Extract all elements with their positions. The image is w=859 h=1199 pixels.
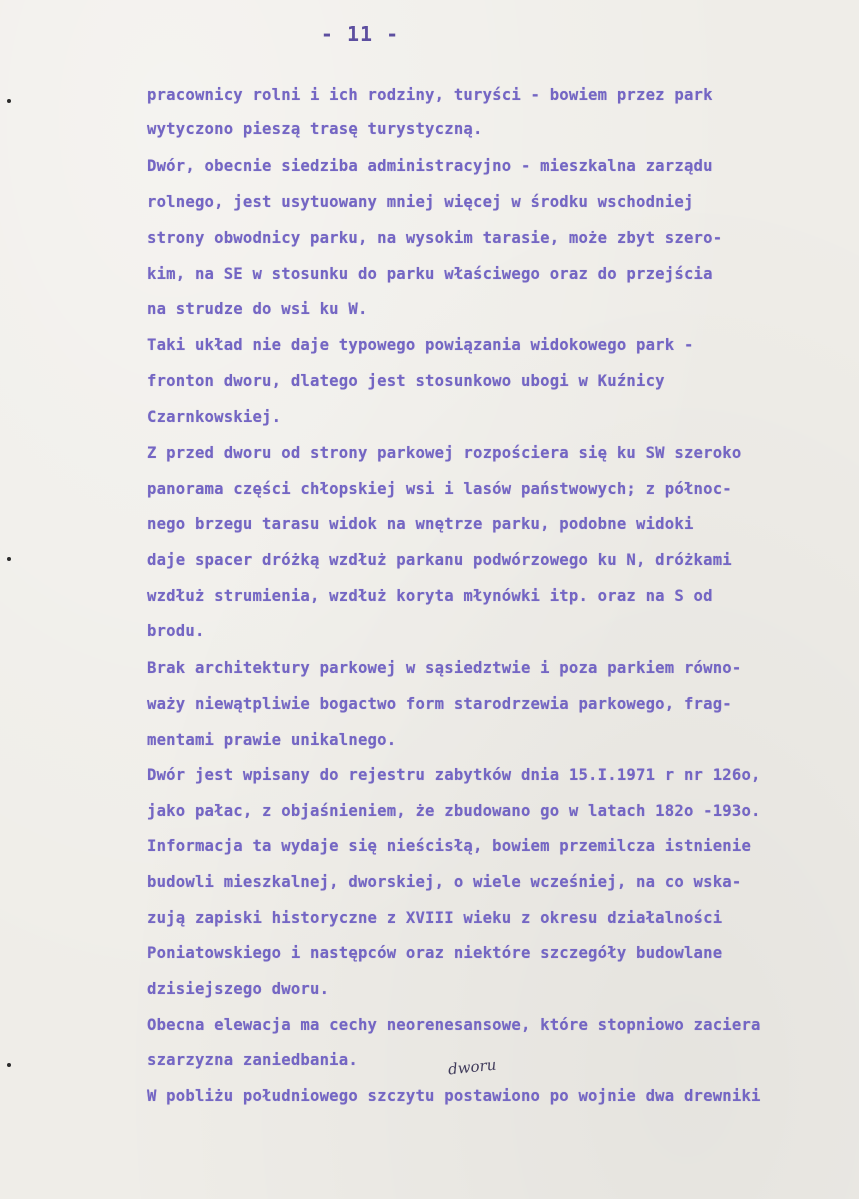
text-line: zują zapiski historyczne z XVIII wieku z okresu działalności (147, 909, 723, 927)
margin-dot (7, 99, 11, 103)
page-number: - 11 - (320, 22, 400, 46)
text-line: daje spacer dróżką wzdłuż parkanu podwórzowego ku N, dróżkami (147, 551, 732, 569)
text-line: mentami prawie unikalnego. (147, 731, 397, 749)
text-line: Dwór jest wpisany do rejestru zabytków dnia 15.I.1971 r nr 126o, (147, 766, 761, 784)
text-line: Informacja ta wydaje się nieścisłą, bowiem przemilcza istnienie (147, 837, 752, 855)
text-line: strony obwodnicy parku, na wysokim tarasie, może zbyt szero- (147, 229, 723, 247)
text-line: Brak architektury parkowej w sąsiedztwie i poza parkiem równo- (147, 659, 742, 677)
text-line: waży niewątpliwie bogactwo form starodrzewia parkowego, frag- (147, 695, 732, 713)
text-line: Poniatowskiego i następców oraz niektóre szczegóły budowlane (147, 944, 723, 962)
text-line: nego brzegu tarasu widok na wnętrze parku, podobne widoki (147, 515, 694, 533)
text-line: Dwór, obecnie siedziba administracyjno - mieszkalna zarządu (147, 157, 713, 175)
text-line: wzdłuż strumienia, wzdłuż koryta młynówki itp. oraz na S od (147, 587, 713, 605)
margin-dot (7, 1063, 11, 1067)
text-line: pracownicy rolni i ich rodziny, turyści - bowiem przez park (147, 86, 713, 104)
text-line: na strudze do wsi ku W. (147, 300, 368, 318)
text-line: wytyczono pieszą trasę turystyczną. (147, 120, 483, 138)
text-line: brodu. (147, 622, 205, 640)
text-line: jako pałac, z objaśnieniem, że zbudowano go w latach 182o -193o. (147, 802, 761, 820)
text-line: fronton dworu, dlatego jest stosunkowo ubogi w Kuźnicy (147, 372, 665, 390)
text-line: Z przed dworu od strony parkowej rozpościera się ku SW szeroko (147, 444, 742, 462)
text-line: W pobliżu południowego szczytu postawiono po wojnie dwa drewniki (147, 1087, 761, 1105)
text-line: szarzyzna zaniedbania. (147, 1051, 358, 1069)
text-line: Taki układ nie daje typowego powiązania widokowego park - (147, 336, 694, 354)
text-line: panorama części chłopskiej wsi i lasów państwowych; z północ- (147, 480, 732, 498)
handwritten-annotation: dworu (447, 1055, 498, 1079)
text-line: kim, na SE w stosunku do parku właściwego oraz do przejścia (147, 265, 713, 283)
text-line: Obecna elewacja ma cechy neorenesansowe, które stopniowo zaciera (147, 1016, 761, 1034)
text-line: Czarnkowskiej. (147, 408, 282, 426)
text-line: rolnego, jest usytuowany mniej więcej w środku wschodniej (147, 193, 694, 211)
margin-dot (7, 557, 11, 561)
text-line: budowli mieszkalnej, dworskiej, o wiele wcześniej, na co wska- (147, 873, 742, 891)
text-line: dzisiejszego dworu. (147, 980, 330, 998)
